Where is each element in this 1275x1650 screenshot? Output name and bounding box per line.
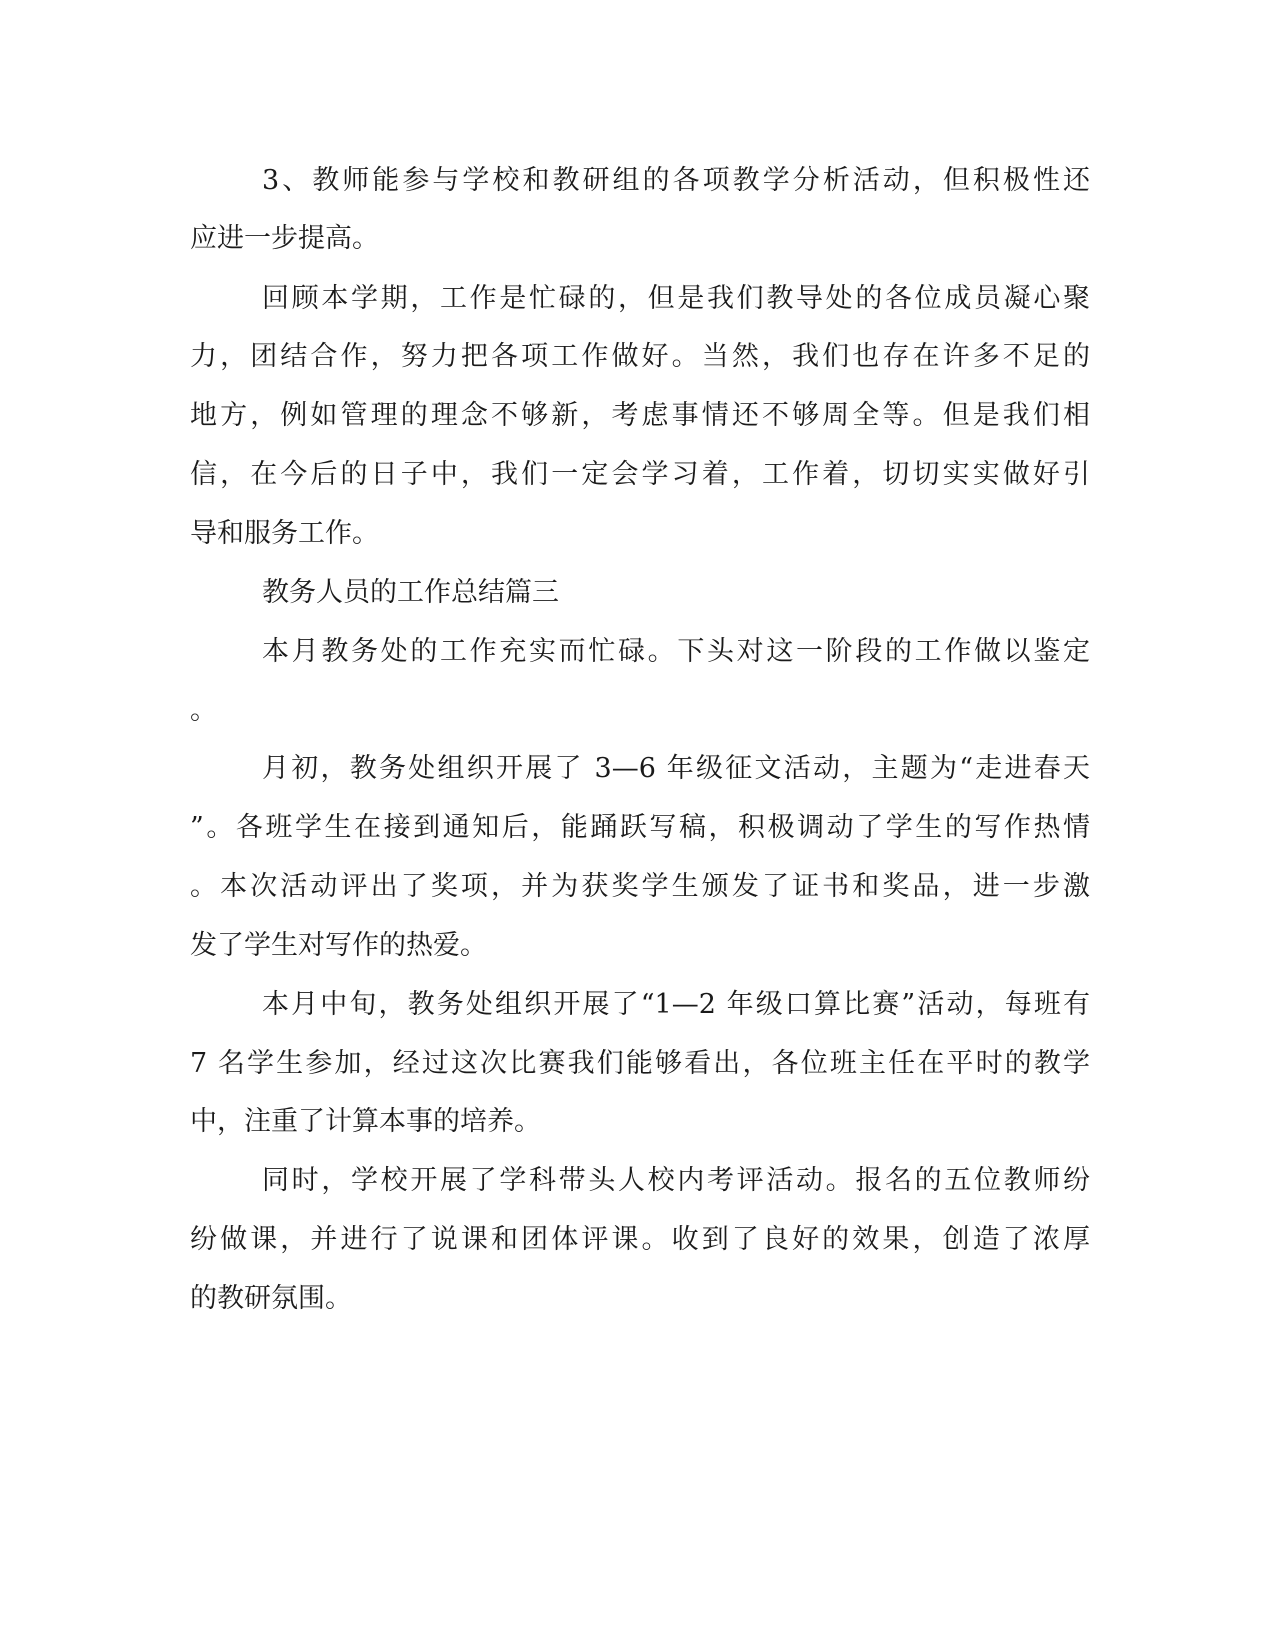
- text-line: 应进一步提高。: [190, 223, 379, 254]
- text-line: ”。各班学生在接到通知后，能踊跃写稿，积极调动了学生的写作热情: [190, 812, 1090, 843]
- text-line: 地方，例如管理的理念不够新，考虑事情还不够周全等。但是我们相: [190, 400, 1090, 431]
- text-line: 本月教务处的工作充实而忙碌。下头对这一阶段的工作做以鉴定: [262, 636, 1090, 667]
- text-line: 回顾本学期，工作是忙碌的，但是我们教导处的各位成员凝心聚: [262, 283, 1090, 314]
- text-line: 力，团结合作，努力把各项工作做好。当然，我们也存在许多不足的: [190, 341, 1090, 372]
- text-line: 。本次活动评出了奖项，并为获奖学生颁发了证书和奖品，进一步激: [190, 871, 1090, 902]
- text-line: 发了学生对写作的热爱。: [190, 930, 487, 961]
- text-line: 本月中旬，教务处组织开展了“1—2 年级口算比赛”活动，每班有: [262, 989, 1090, 1020]
- section-heading: 教务人员的工作总结篇三: [262, 577, 559, 608]
- text-line: 中，注重了计算本事的培养。: [190, 1106, 541, 1137]
- text-line: 的教研氛围。: [190, 1283, 352, 1314]
- text-line: 信，在今后的日子中，我们一定会学习着，工作着，切切实实做好引: [190, 459, 1090, 490]
- text-line: 7 名学生参加，经过这次比赛我们能够看出，各位班主任在平时的教学: [190, 1048, 1090, 1079]
- text-line: 同时，学校开展了学科带头人校内考评活动。报名的五位教师纷: [262, 1165, 1090, 1196]
- text-line: 月初，教务处组织开展了 3—6 年级征文活动，主题为“走进春天: [262, 753, 1090, 784]
- text-line: 导和服务工作。: [190, 518, 379, 549]
- text-line: 。: [190, 695, 217, 726]
- text-line: 纷做课，并进行了说课和团体评课。收到了良好的效果，创造了浓厚: [190, 1224, 1090, 1255]
- text-line: 3、教师能参与学校和教研组的各项教学分析活动，但积极性还: [262, 165, 1090, 196]
